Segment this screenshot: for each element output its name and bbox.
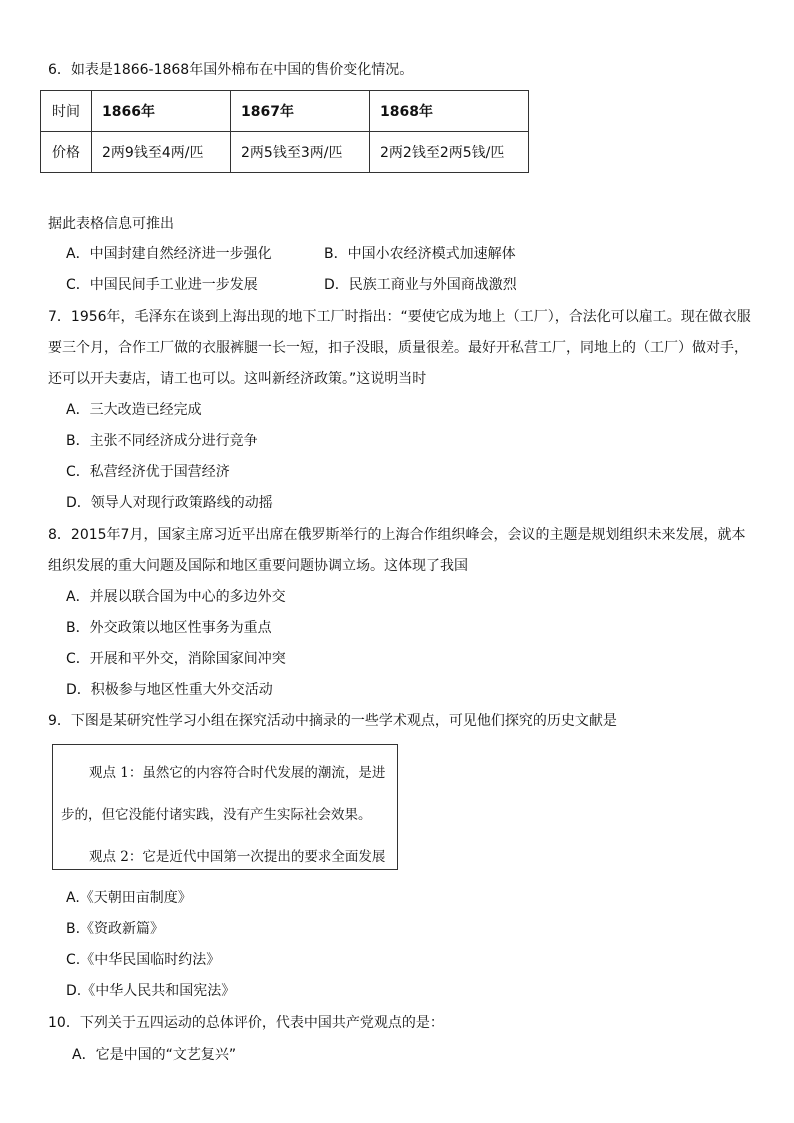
q6-option-b: B．中国小农经济模式加速解体 [324,246,516,262]
q8-option-d: D．积极参与地区性重大外交活动 [66,682,273,698]
table-cell-price-1867: 2两5钱至3两/匹 [231,132,370,173]
q7-line-1: 7．1956年，毛泽东在谈到上海出现的地下工厂时指出：“要使它成为地上（工厂），合法化可以雇工。现在做衣服 [48,309,751,325]
table-cell-1868: 1868年 [370,91,529,132]
q9-option-a: A.《天朝田亩制度》 [66,890,192,906]
q8-line-2: 组织发展的重大问题及国际和地区重要问题协调立场。这体现了我国 [48,558,468,574]
table-cell-1867: 1867年 [231,91,370,132]
table-cell-price-1866: 2两9钱至4两/匹 [92,132,231,173]
q9-option-d: D.《中华人民共和国宪法》 [66,983,236,999]
quote-line-3: 观点 2：它是近代中国第一次提出的要求全面发展 [89,849,386,865]
price-table-header-row [41,91,529,132]
q8-option-c: C．开展和平外交，消除国家间冲突 [66,651,286,667]
q8-option-b: B．外交政策以地区性事务为重点 [66,620,272,636]
q8-option-a: A．并展以联合国为中心的多边外交 [66,589,286,605]
q6-option-c: C．中国民间手工业进一步发展 [66,277,258,293]
price-table [40,90,529,173]
q6-option-d: D．民族工商业与外国商战激烈 [324,277,517,293]
q7-line-2: 要三个月，合作工厂做的衣服裤腿一长一短，扣子没眼，质量很差。最好开私营工厂，同地上的（工厂）做对手， [48,340,748,356]
q6-stem: 6．如表是1866-1868年国外棉布在中国的售价变化情况。 [48,62,414,78]
q9-option-b: B.《资政新篇》 [66,921,165,937]
q7-line-3: 还可以开夫妻店，请工也可以。这叫新经济政策。”这说明当时 [48,371,427,387]
quote-line-1: 观点 1：虽然它的内容符合时代发展的潮流，是进 [89,765,386,781]
q7-option-b: B．主张不同经济成分进行竞争 [66,433,258,449]
q7-option-d: D．领导人对现行政策路线的动摇 [66,495,273,511]
quote-box [52,744,398,870]
table-cell-price-1868: 2两2钱至2两5钱/匹 [370,132,529,173]
q7-option-c: C．私营经济优于国营经济 [66,464,230,480]
table-cell-time-label: 时间 [41,91,92,132]
q9-stem: 9．下图是某研究性学习小组在探究活动中摘录的一些学术观点，可见他们探究的历史文献是 [48,713,617,729]
q8-line-1: 8．2015年7月，国家主席习近平出席在俄罗斯举行的上海合作组织峰会，会议的主题是规划组织未来发展，就本 [48,527,746,543]
q10-stem: 10．下列关于五四运动的总体评价，代表中国共产党观点的是： [48,1015,444,1031]
q6-prompt: 据此表格信息可推出 [48,216,174,232]
table-cell-1866: 1866年 [92,91,231,132]
q7-option-a: A．三大改造已经完成 [66,402,202,418]
q10-option-a: A．它是中国的“文艺复兴” [72,1047,237,1063]
price-table-row [41,132,529,173]
q9-option-c: C.《中华民国临时约法》 [66,952,221,968]
table-cell-price-label: 价格 [41,132,92,173]
q6-option-a: A．中国封建自然经济进一步强化 [66,246,272,262]
quote-line-2: 步的，但它没能付诸实践，没有产生实际社会效果。 [61,807,372,823]
